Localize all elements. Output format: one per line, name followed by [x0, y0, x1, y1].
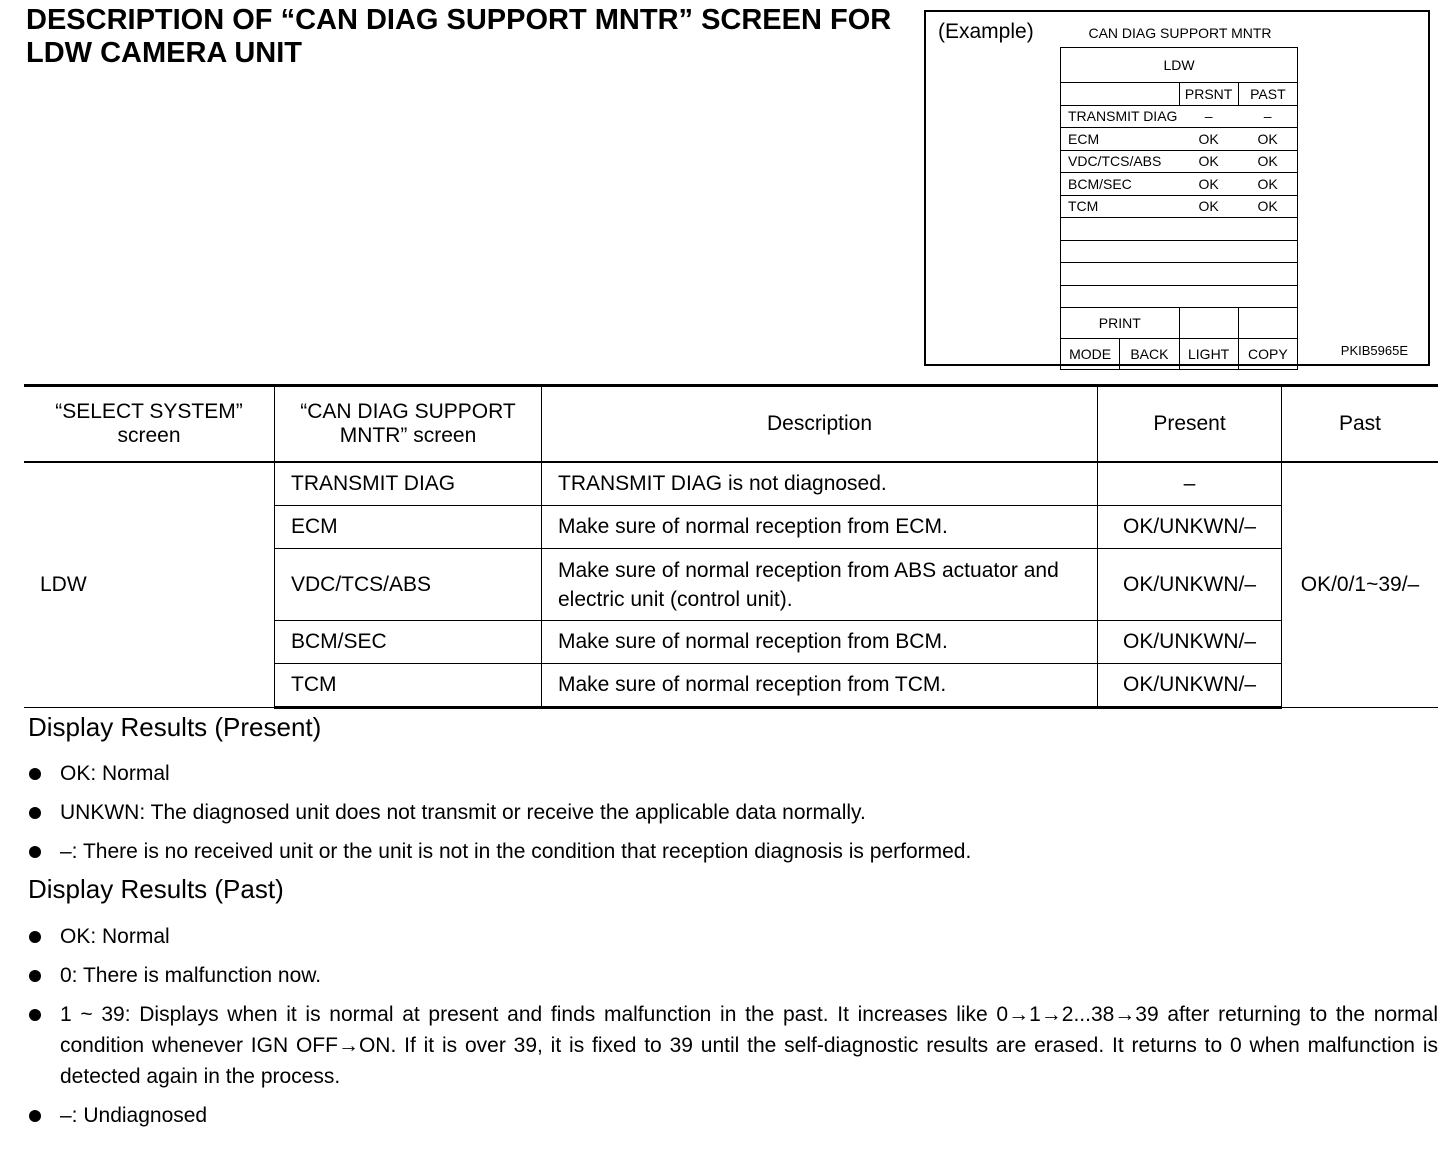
consult-screen: [1060, 20, 1300, 370]
list-item: OK: Normal: [28, 921, 1438, 952]
screen-system: LDW: [1061, 48, 1298, 83]
present-cell: OK/UNKWN/–: [1098, 549, 1282, 621]
present-list: [28, 758, 1438, 875]
copy-button[interactable]: COPY: [1238, 339, 1297, 370]
system-cell: LDW: [24, 462, 275, 708]
past-list: [28, 921, 1438, 1139]
bullet-icon: [29, 970, 41, 982]
list-item: 1 ~ 39: Displays when it is normal at present and finds malfunction in the past. It increases like 0→1→2...38→39 after returning to the normal condition whenever IGN OFF→ON. If it is over 39, it is fixed to 39 until the self-diagnostic results are erased. It returns to 0 when malfunction is detected again in the process.: [28, 999, 1438, 1092]
screen-title: CAN DIAG SUPPORT MNTR: [1088, 25, 1272, 41]
screen-buttons: [1060, 308, 1298, 370]
item-cell: TCM: [275, 664, 542, 708]
figure-code: PKIB5965E: [1340, 343, 1408, 358]
bullet-icon: [29, 807, 41, 819]
present-cell: OK/UNKWN/–: [1098, 664, 1282, 708]
past-heading: Display Results (Past): [28, 874, 284, 904]
screen-row: VDC/TCS/ABS OK OK: [1061, 150, 1298, 173]
header-description: Description: [542, 386, 1098, 463]
screen-col-present: PRSNT: [1179, 83, 1238, 106]
list-item: 0: There is malfunction now.: [28, 960, 1438, 991]
list-item: –: There is no received unit or the unit is not in the condition that reception diagnosis is performed.: [28, 836, 1438, 867]
print-button[interactable]: PRINT: [1061, 308, 1180, 339]
header-can-diag: “CAN DIAG SUPPORT MNTR” screen: [275, 386, 542, 463]
present-cell: OK/UNKWN/–: [1098, 506, 1282, 549]
bullet-icon: [29, 768, 41, 780]
screen-table: [1060, 47, 1298, 308]
present-cell: OK/UNKWN/–: [1098, 621, 1282, 664]
table-row: [24, 462, 1438, 506]
description-cell: Make sure of normal reception from TCM.: [542, 664, 1098, 708]
item-cell: VDC/TCS/ABS: [275, 549, 542, 621]
table-header-row: [24, 386, 1438, 463]
screen-row: ECM OK OK: [1061, 128, 1298, 151]
bullet-icon: [29, 1009, 41, 1021]
list-item: OK: Normal: [28, 758, 1438, 789]
present-heading: Display Results (Present): [28, 712, 322, 742]
screen-row: TRANSMIT DIAG – –: [1061, 105, 1298, 128]
bullet-icon: [29, 846, 41, 858]
present-cell: –: [1098, 462, 1282, 506]
header-past: Past: [1282, 386, 1439, 463]
header-select-system: “SELECT SYSTEM” screen: [24, 386, 275, 463]
can-diag-table: [24, 384, 1438, 709]
description-cell: Make sure of normal reception from ECM.: [542, 506, 1098, 549]
header-present: Present: [1098, 386, 1282, 463]
light-button[interactable]: LIGHT: [1179, 339, 1238, 370]
screen-row: TCM OK OK: [1061, 195, 1298, 218]
item-cell: TRANSMIT DIAG: [275, 462, 542, 506]
item-cell: ECM: [275, 506, 542, 549]
list-item: –: Undiagnosed: [28, 1100, 1438, 1131]
bullet-icon: [29, 1110, 41, 1122]
bullet-icon: [29, 931, 41, 943]
back-button[interactable]: BACK: [1120, 339, 1179, 370]
description-cell: Make sure of normal reception from ABS actuator and electric unit (control unit).: [542, 549, 1098, 621]
list-item: UNKWN: The diagnosed unit does not transmit or receive the applicable data normally.: [28, 797, 1438, 828]
example-figure: [924, 10, 1430, 366]
screen-col-past: PAST: [1238, 83, 1297, 106]
description-cell: Make sure of normal reception from BCM.: [542, 621, 1098, 664]
page-title: DESCRIPTION OF “CAN DIAG SUPPORT MNTR” SCREEN FOR LDW CAMERA UNIT: [26, 4, 892, 69]
description-cell: TRANSMIT DIAG is not diagnosed.: [542, 462, 1098, 506]
example-label: (Example): [938, 20, 1034, 43]
past-cell: OK/0/1~39/–: [1282, 462, 1439, 708]
screen-row: BCM/SEC OK OK: [1061, 173, 1298, 196]
item-cell: BCM/SEC: [275, 621, 542, 664]
mode-button[interactable]: MODE: [1061, 339, 1120, 370]
